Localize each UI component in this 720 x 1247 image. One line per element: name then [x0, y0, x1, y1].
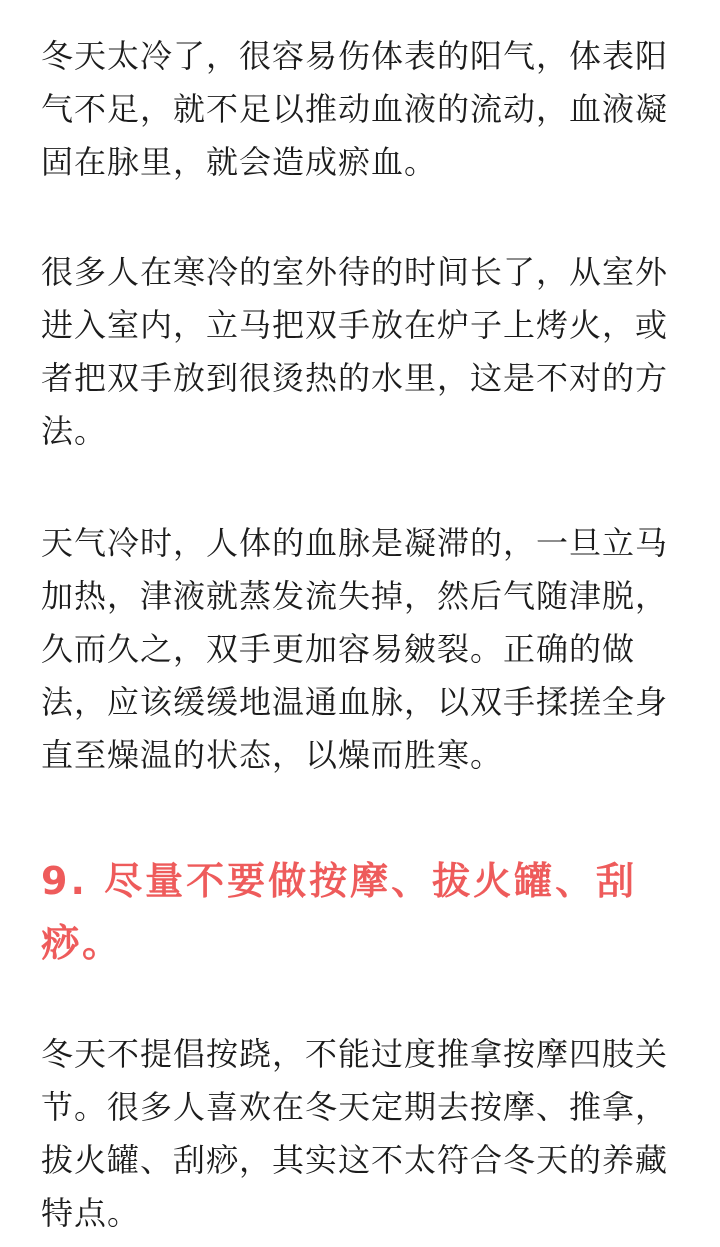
paragraph-warming-hands-wrong: 很多人在寒冷的室外待的时间长了，从室外进入室内，立马把双手放在炉子上烤火，或者把双手放到很烫热的水里，这是不对的方法。	[41, 253, 669, 450]
paragraph-no-massage: 冬天不提倡按跷，不能过度推拿按摩四肢关节。很多人喜欢在冬天定期去按摩、推拿，拔火罐、刮痧，其实这不太符合冬天的养藏特点。	[41, 1035, 669, 1232]
paragraph-cold-damages-yang: 冬天太冷了，很容易伤体表的阳气，体表阳气不足，就不足以推动血液的流动，血液凝固在脉里，就会造成瘀血。	[41, 37, 669, 181]
section-heading-9: 9. 尽量不要做按摩、拔火罐、刮痧。	[41, 859, 638, 965]
paragraph-correct-method: 天气冷时，人体的血脉是凝滞的，一旦立马加热，津液就蒸发流失掉，然后气随津脱，久而久之，双手更加容易皴裂。正确的做法，应该缓缓地温通血脉，以双手揉搓全身直至燥温的状态，以燥而胜寒。	[41, 524, 669, 774]
